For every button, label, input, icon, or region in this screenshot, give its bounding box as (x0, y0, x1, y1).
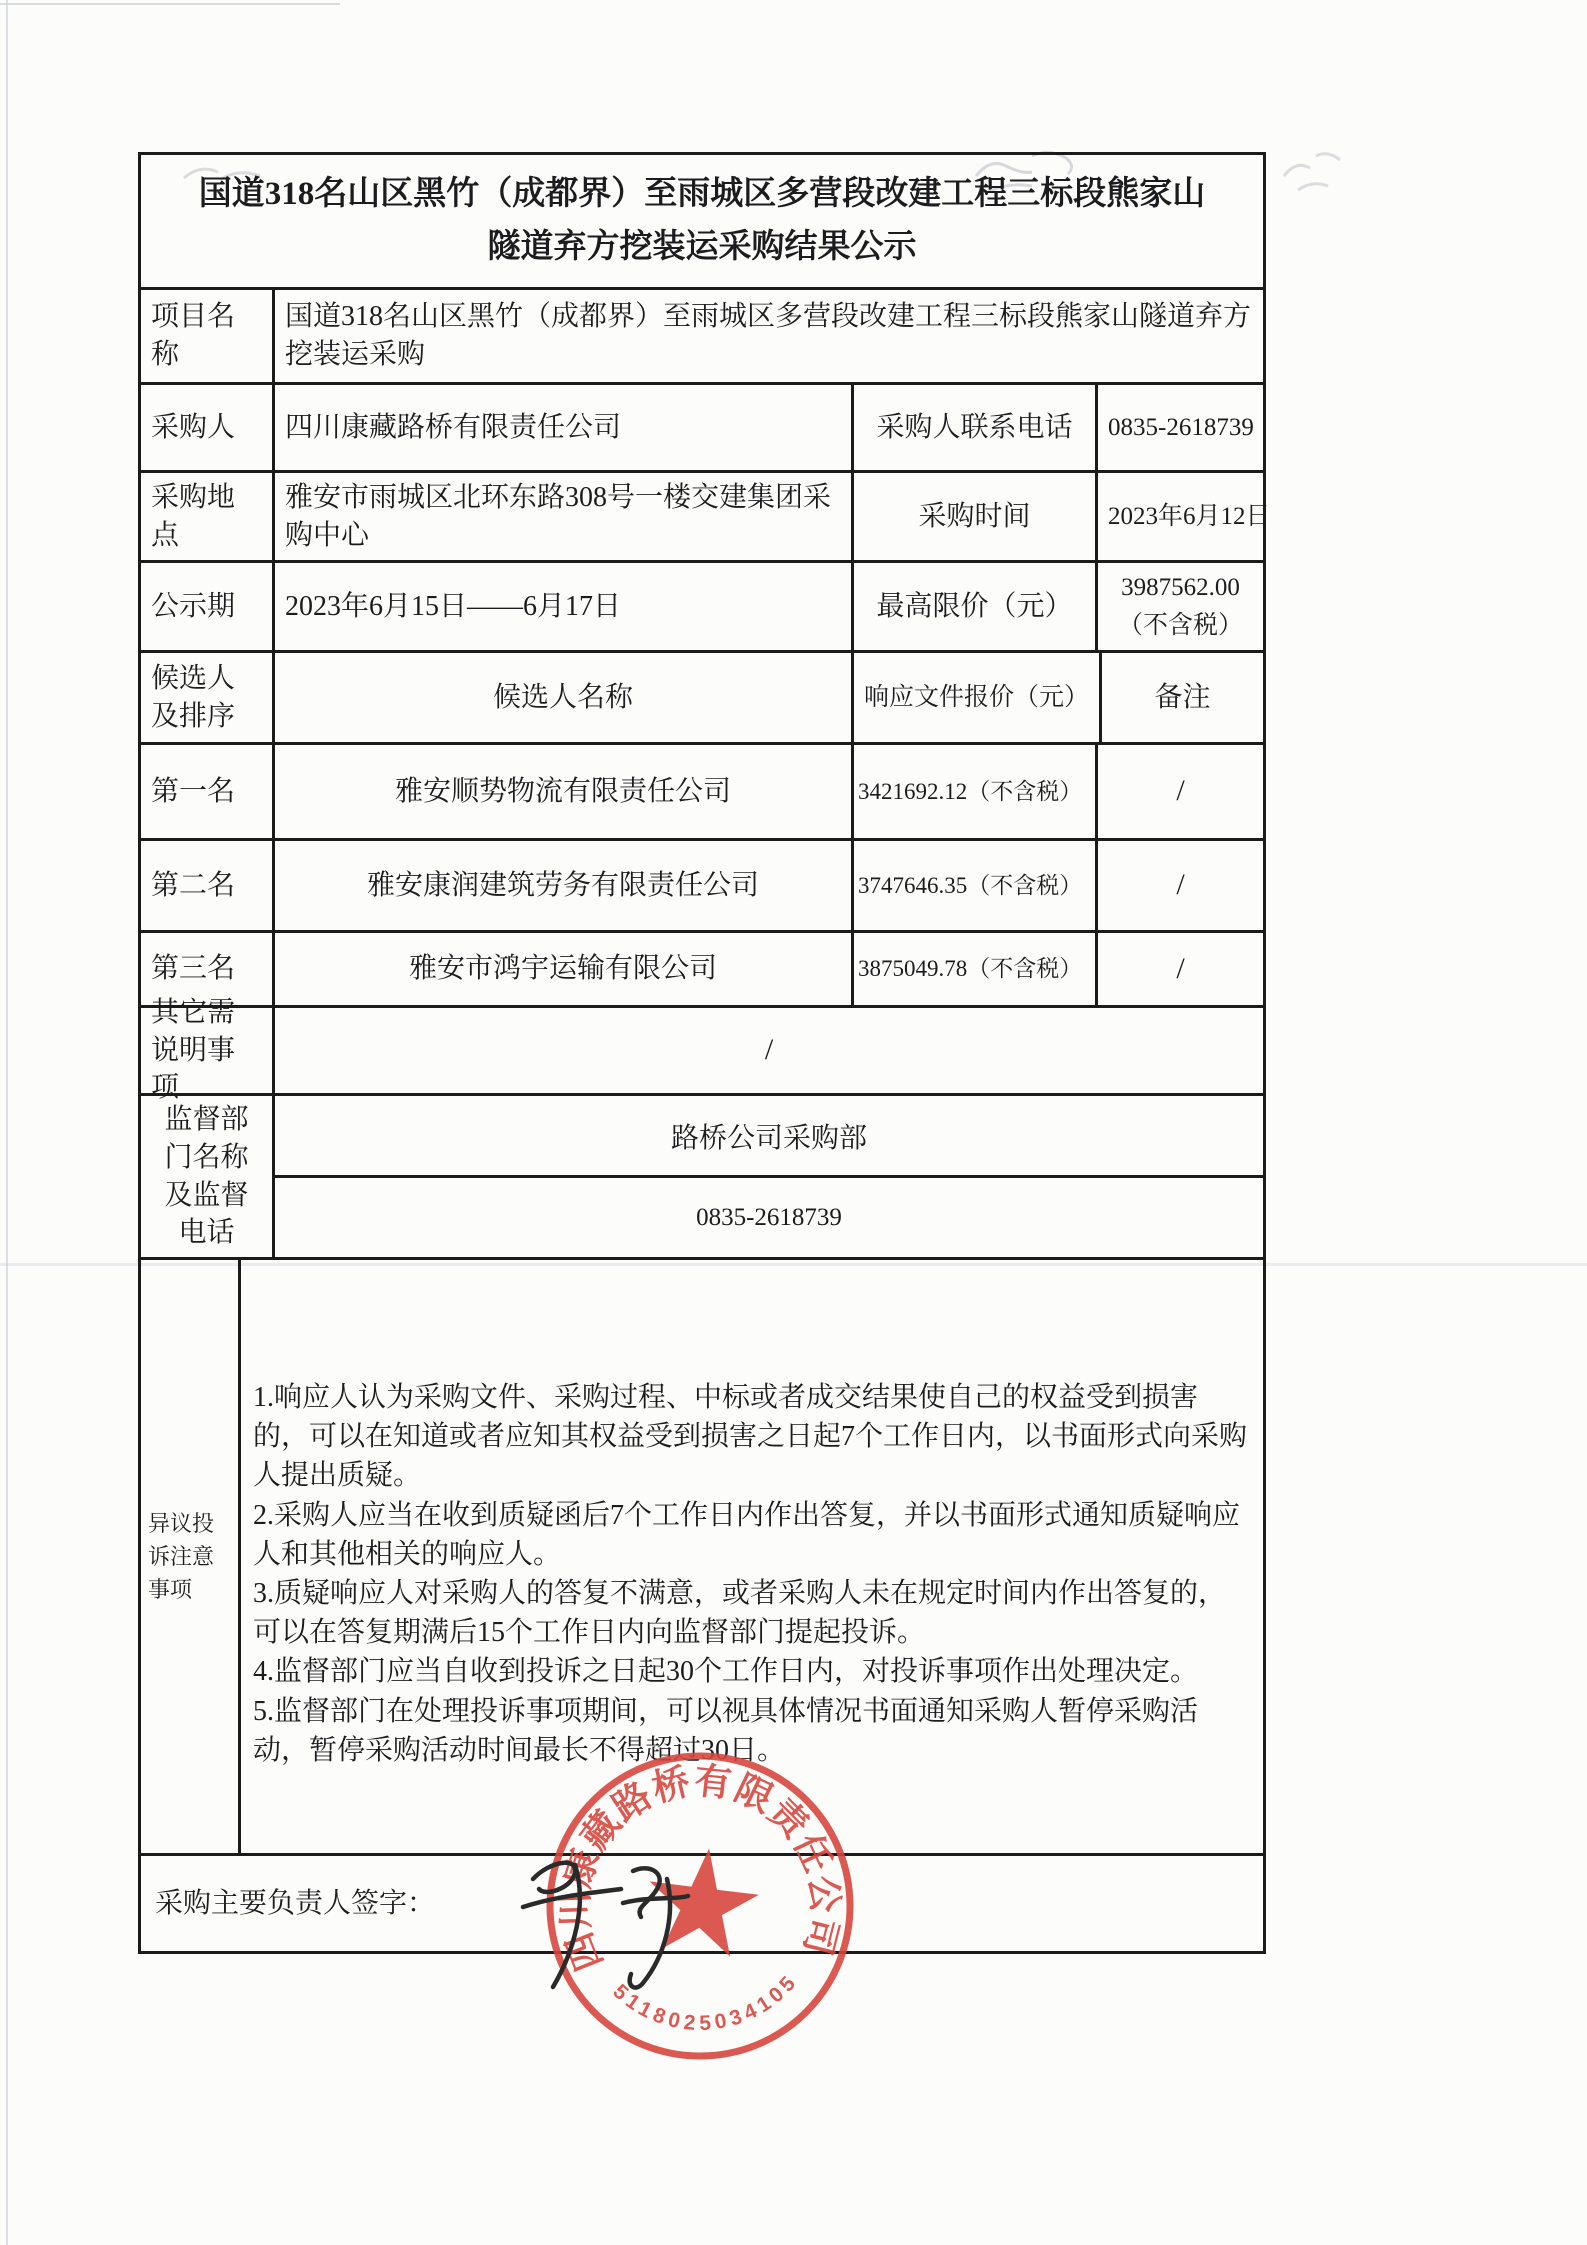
table-row-title (141, 155, 1263, 290)
purchase-time-value: 2023年6月12日 (1108, 502, 1271, 530)
supervision-values (275, 1096, 1263, 1257)
location-value: 雅安市雨城区北环东路308号一楼交建集团采购中心 (275, 473, 854, 560)
purchaser-phone-label: 采购人联系电话 (854, 385, 1098, 470)
objection-item-4: 4.监督部门应当自收到投诉之日起30个工作日内，对投诉事项作出处理决定。 (253, 1656, 1199, 1688)
pencil-smudge-artifact (1278, 142, 1348, 202)
project-name-label: 项目名称 (141, 290, 275, 382)
candidate-remark: / (1176, 868, 1185, 902)
location-label: 采购地点 (141, 473, 275, 560)
document-title: 国道318名山区黑竹（成都界）至雨城区多营段改建工程三标段熊家山隧道弃方挖装运采购结果公示 (198, 176, 1206, 265)
objection-item-3: 3.质疑响应人对采购人的答复不满意，或者采购人未在规定时间内作出答复的，可以在答复期满后15个工作日内向监督部门提起投诉。 (253, 1577, 1227, 1649)
table-row-publicity (141, 563, 1263, 653)
publicity-label: 公示期 (141, 563, 275, 650)
max-price-label: 最高限价（元） (854, 563, 1098, 650)
max-price-value: 3987562.00（不含税） (1117, 574, 1243, 639)
candidate-bid: 3875049.78（不含税） (854, 933, 1098, 1005)
purchaser-value: 四川康藏路桥有限责任公司 (275, 385, 854, 470)
candidate-name: 雅安市鸿宇运输有限公司 (275, 933, 854, 1005)
candidate-name-header: 候选人名称 (275, 653, 854, 742)
objection-label: 异议投诉注意事项 (141, 1260, 241, 1853)
supervision-department: 路桥公司采购部 (275, 1096, 1263, 1178)
purchase-time-label: 采购时间 (854, 473, 1098, 560)
signature-handwriting (515, 1845, 725, 2005)
candidate-bid-header: 响应文件报价（元） (854, 653, 1102, 742)
candidate-name: 雅安顺势物流有限责任公司 (275, 745, 854, 838)
objection-item-2: 2.采购人应当在收到质疑函后7个工作日内作出答复，并以书面形式通知质疑响应人和其他相关的响应人。 (253, 1499, 1241, 1570)
table-row-supervision (141, 1096, 1263, 1260)
candidate-remark: / (1176, 774, 1185, 808)
table-row-location (141, 473, 1271, 563)
purchaser-label: 采购人 (141, 385, 275, 470)
supervision-phone: 0835-2618739 (696, 1203, 842, 1231)
candidate-remark-header: 备注 (1154, 681, 1211, 713)
objection-item-1: 1.响应人认为采购文件、采购过程、中标或者成交结果使自己的权益受到损害的，可以在知道或者应知其权益受到损害之日起7个工作日内，以书面形式向采购人提出质疑。 (253, 1382, 1248, 1492)
other-notes-value: / (764, 1033, 774, 1067)
candidate-rank: 第三名 (141, 933, 275, 1005)
seal-company-name: 四川康藏路桥有限责任公司 (555, 1760, 846, 1977)
candidate-rank-header: 候选人及排序 (141, 653, 275, 742)
table-row-candidate-1 (141, 745, 1263, 841)
purchaser-phone-value: 0835-2618739 (1108, 413, 1254, 441)
scan-edge-artifact (0, 3, 340, 5)
candidate-rank: 第二名 (141, 841, 275, 930)
objection-item-5: 5.监督部门在处理投诉事项期间，可以视具体情况书面通知采购人暂停采购活动，暂停采购活动时间最长不得超过30日。 (253, 1695, 1199, 1766)
project-name-value: 国道318名山区黑竹（成都界）至雨城区多营段改建工程三标段熊家山隧道弃方挖装运采购 (285, 301, 1252, 370)
candidate-remark: / (1176, 951, 1185, 985)
table-row-other-notes (141, 996, 1263, 1104)
table-row-candidate-header (141, 653, 1263, 745)
table-row-candidate-3 (141, 933, 1263, 1008)
candidate-rank: 第一名 (141, 745, 275, 838)
candidate-bid: 3421692.12（不含税） (854, 745, 1098, 838)
other-notes-label: 其它需说明事项 (141, 1008, 275, 1093)
table-row-purchaser (141, 385, 1263, 473)
publicity-value: 2023年6月15日——6月17日 (275, 563, 854, 650)
procurement-result-table (138, 152, 1271, 1954)
candidate-name: 雅安康润建筑劳务有限责任公司 (275, 841, 854, 930)
scan-edge-artifact (6, 0, 8, 2245)
seal-code: 5118025034105 (608, 1972, 801, 2036)
signature-label: 采购主要负责人签字： (155, 1887, 436, 1919)
table-row-candidate-2 (141, 841, 1263, 933)
table-row-project (141, 290, 1263, 385)
supervision-label: 监督部门名称及监督电话 (141, 1096, 275, 1257)
candidate-bid: 3747646.35（不含税） (854, 841, 1098, 930)
